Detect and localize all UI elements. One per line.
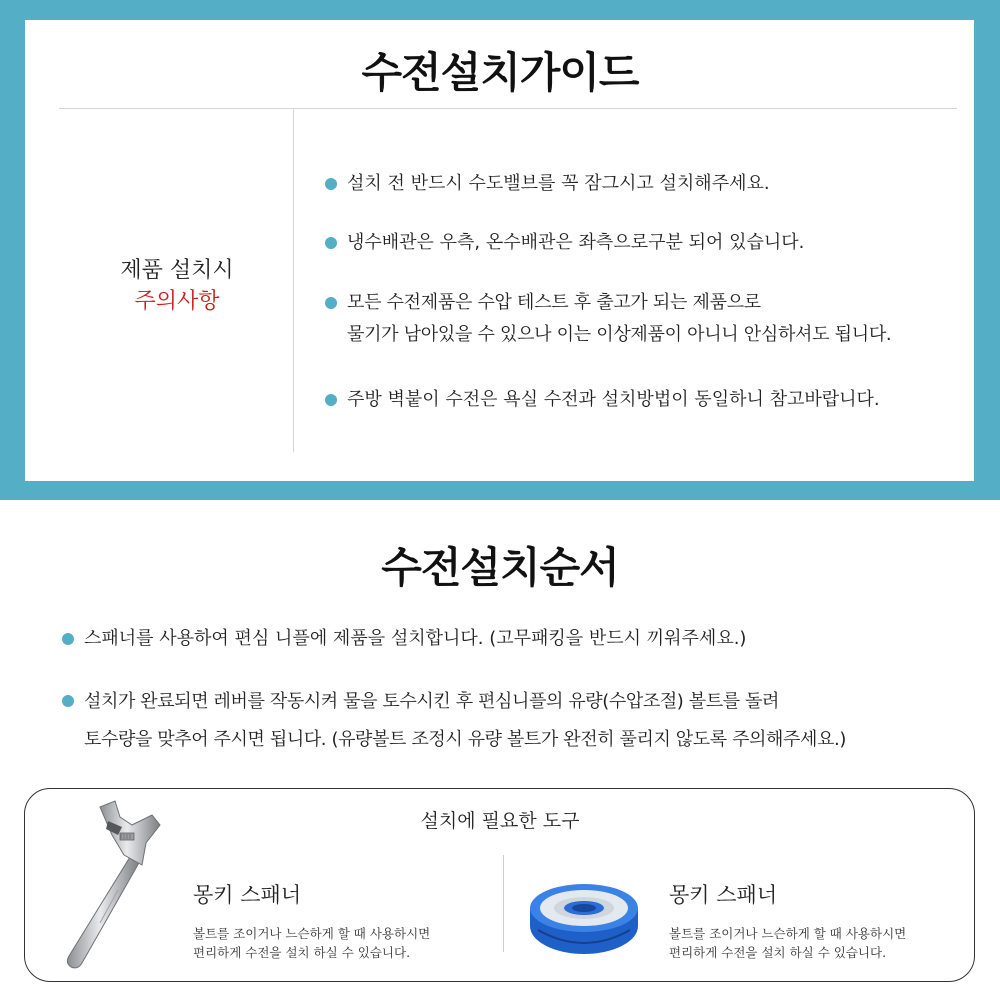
monkey-wrench-icon: [60, 795, 170, 975]
guide-item-1: 설치 전 반드시 수도밸브를 꼭 잠그시고 설치해주세요.: [347, 173, 770, 194]
bullet-dot: [325, 178, 337, 190]
bullet-dot: [325, 394, 337, 406]
caution-label-line1: 제품 설치시: [120, 258, 234, 283]
bullet-dot: [62, 695, 74, 707]
tool-desc-tape: 볼트를 조이거나 느슨하게 할 때 사용하시면 편리하게 수전을 설치 하실 수 있습니다.: [669, 926, 907, 960]
order-item-1: 스패너를 사용하여 편심 니플에 제품을 설치합니다. (고무패킹을 반드시 끼워주세요.): [84, 628, 747, 649]
tools-divider: [503, 855, 504, 952]
caution-label: [60, 255, 294, 317]
teflon-tape-icon: [528, 878, 640, 958]
bullet-dot: [325, 237, 337, 249]
tools-title: 설치에 필요한 도구: [420, 810, 580, 832]
order-title: 수전설치순서: [381, 543, 619, 592]
tool-name-tape: 몽키 스패너: [669, 883, 778, 907]
guide-item-2: 냉수배관은 우측, 온수배관은 좌측으로구분 되어 있습니다.: [347, 232, 805, 253]
guide-divider-horizontal: [59, 108, 957, 109]
caution-label-line2: 주의사항: [134, 289, 220, 314]
guide-title: 수전설치가이드: [361, 48, 639, 97]
bullet-dot: [325, 297, 337, 309]
order-item-2: 설치가 완료되면 레버를 작동시켜 물을 토수시킨 후 편심니플의 유량(수압조절) 볼트를 돌려 토수량을 맞추어 주시면 됩니다. (유량볼트 조정시 유량 볼트가 완전히 풀리지 않도록 주의해주세요.): [84, 691, 846, 750]
bullet-dot: [62, 633, 74, 645]
guide-item-3: 모든 수전제품은 수압 테스트 후 출고가 되는 제품으로 물기가 남아있을 수 있으나 이는 이상제품이 아니니 안심하셔도 됩니다.: [347, 292, 892, 345]
tool-desc-wrench: 볼트를 조이거나 느슨하게 할 때 사용하시면 편리하게 수전을 설치 하실 수 있습니다.: [193, 926, 431, 960]
guide-item-4: 주방 벽붙이 수전은 욕실 수전과 설치방법이 동일하니 참고바랍니다.: [347, 389, 880, 410]
tool-name-wrench: 몽키 스패너: [193, 883, 302, 907]
